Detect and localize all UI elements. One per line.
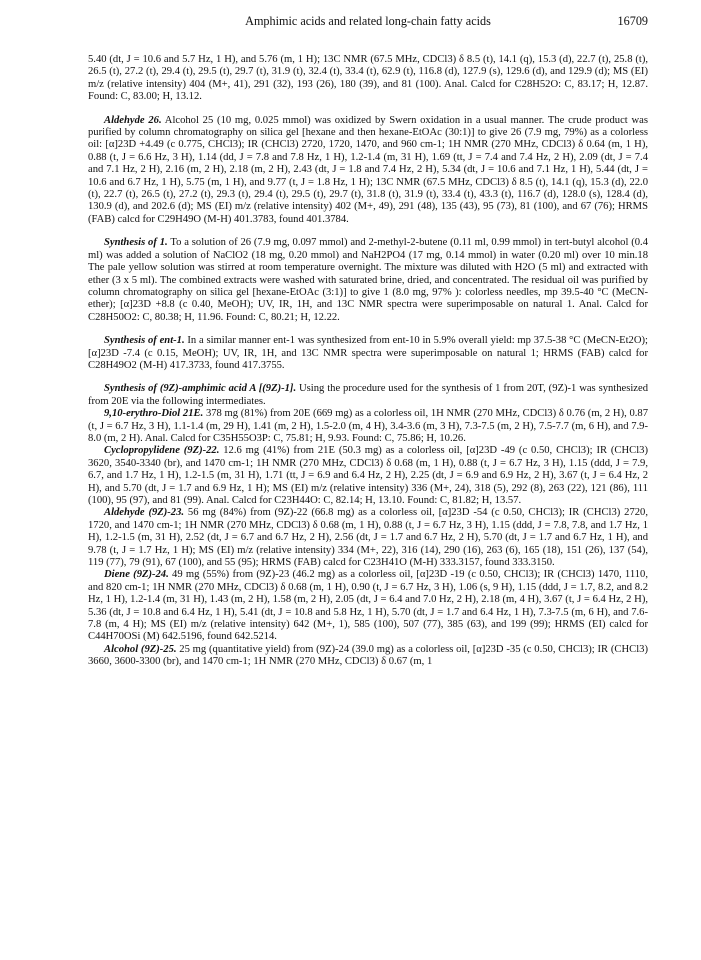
paragraph-heading: Alcohol (9Z)-25. xyxy=(104,643,177,655)
paragraph xyxy=(88,507,648,569)
paragraph xyxy=(88,115,648,227)
paragraph xyxy=(88,335,648,372)
paragraph-heading: Synthesis of (9Z)-amphimic acid A [(9Z)-1]. xyxy=(104,383,297,395)
paragraph-text: 12.6 mg (41%) from 21E (50.3 mg) as a colorless oil, [α]23D -49 (c 0.50, CHCl3); IR (CHCl3) 3620, 3540-3340 (br), and 1470 cm-1; 1H NMR (270 MHz, CDCl3) δ 0.68 (m, 1 H), 0.88 (t, J = 6.7 Hz, 3 H), 1.15 (ddd, J = 7.9, 6.7, and 1.7 Hz, 1 H), 1.2-1.5 (m, 31 H), 1.71 (tt, J = 6.9 and 6.4 Hz, 2 H), 2.25 (dt, J = 6.9 and 6.9 Hz, 2 H), 3.67 (t, J = 6.4 Hz, 2 H), and 5.70 (dt, J = 1.7 and 6.9 Hz, 1 H); MS (EI) m/z (relative intensity) 336 (M+, 24), 318 (5), 292 (8), 263 (22), 121 (86), 111 (100), 95 (97), and 81 (99). Anal. Calcd for C23H44O: C, 82.14; H, 13.10. Found: C, 81.82; H, 13.57. xyxy=(88,445,648,506)
paragraph-text: 49 mg (55%) from (9Z)-23 (46.2 mg) as a colorless oil, [α]23D -19 (c 0.50, CHCl3); IR (CHCl3) 1470, 1110, and 820 cm-1; 1H NMR (270 MHz, CDCl3) δ 0.68 (m, 1 H), 0.90 (t, J = 6.7 Hz, 3 H), 1.06 (s, 9 H), 1.15 (ddd, J = 1.7, 8.2, and 8.2 Hz, 1 H), 1.2-1.4 (m, 31 H), 1.43 (m, 2 H), 1.58 (m, 2 H), 2.05 (dt, J = 6.4 and 7.0 Hz, 2 H), 2.18 (m, 4 H), 3.67 (t, J = 6.4 Hz, 2 H), 5.36 (dt, J = 10.8 and 6.4 Hz, 1 H), 5.41 (dt, J = 10.8 and 5.8 Hz, 1 H), 5.70 (dt, J = 1.7 and 6.4 Hz, 1 H), 7.3-7.5 (m, 6 H), and 7.6-7.8 (m, 4 H); MS (EI) m/z (relative intensity) 642 (M+, 1), 585 (100), 507 (77), 385 (63), and 199 (99); HRMS (EI) calcd for C44H70OSi (M) 642.5196, found 642.5214. xyxy=(88,569,648,643)
paragraph-heading: Aldehyde 26. xyxy=(104,114,162,126)
paragraph xyxy=(88,237,648,324)
paragraph-text: In a similar manner ent-1 was synthesized from ent-10 in 5.9% overall yield: mp 37.5-38 °C (MeCN-Et2O); [α]23D -7.4 (c 0.15, MeOH); UV, IR, 1H, and 13C NMR spectra were superimposable on natural 1; HRMS (FAB) calcd for C28H49O2 (M-H) 417.3733, found 417.3755. xyxy=(88,335,648,371)
paragraph-heading: Synthesis of 1. xyxy=(104,237,168,249)
paragraph-heading: Diene (9Z)-24. xyxy=(104,569,169,581)
paragraph-text: Alcohol 25 (10 mg, 0.025 mmol) was oxidized by Swern oxidation in a usual manner. The crude product was purified by column chromatography on silica gel [hexane and then hexane-EtOAc (30:1)] to give 26 (7.9 mg, 79%) as a colorless oil: [α]23D +4.49 (c 0.775, CHCl3); IR (CHCl3) 2720, 1720, 1470, and 960 cm-1; 1H NMR (270 MHz, CDCl3) δ 0.64 (m, 1 H), 0.88 (t, J = 6.6 Hz, 3 H), 1.14 (dd, J = 7.8 and 7.8 Hz, 1 H), 1.2-1.4 (m, 31 H), 1.69 (tt, J = 7.4 and 7.4 Hz, 2 H), 2.09 (dt, J = 7.4 and 7.1 Hz, 2 H), 2.16 (m, 2 H), 2.18 (m, 2 H), 2.43 (dt, J = 1.8 and 7.4 Hz, 2 H), 5.34 (dt, J = 10.6 and 7.1 Hz, 1 H), 5.44 (dt, J = 10.6 and 6.7 Hz, 1 H), 5.75 (m, 1 H), and 9.77 (t, J = 1.8 Hz, 1 H); 13C NMR (67.5 MHz, CDCl3) δ 8.5 (t), 14.1 (q), 15.3 (d), 22.0 (t), 22.7 (t), 26.5 (t), 27.2 (t), 29.3 (t), 29.4 (t), 29.5 (t), 29.7 (t), 31.8 (t), 31.9 (t), 33.4 (t), 43.3 (t), 116.7 (d), 128.0 (s), 128.4 (d), 130.9 (d), and 202.6 (d); MS (EI) m/z (relative intensity) 402 (M+, 49), 291 (48), 135 (43), 95 (73), 81 (100), and 67 (76); HRMS (FAB) calcd for C29H49O (M-H) 401.3783, found 401.3784. xyxy=(88,114,648,225)
paragraph-heading: Synthesis of ent-1. xyxy=(104,335,185,347)
page-number: 16709 xyxy=(617,14,648,28)
body-text xyxy=(88,54,648,669)
running-header xyxy=(88,14,648,40)
document-page xyxy=(88,0,648,669)
paragraph-heading: Cyclopropylidene (9Z)-22. xyxy=(104,445,220,457)
paragraph-text: 56 mg (84%) from (9Z)-22 (66.8 mg) as a colorless oil, [α]23D -54 (c 0.50, CHCl3); IR (CHCl3) 2720, 1720, and 1470 cm-1; 1H NMR (270 MHz, CDCl3) δ 0.68 (m, 1 H), 0.88 (t, J = 6.7 Hz, 3 H), 1.15 (ddd, J = 7.8, 7.8, and 1.7 Hz, 1 H), 1.2-1.5 (m, 31 H), 2.52 (dt, J = 6.7 and 6.7 Hz, 2 H), 2.56 (dt, J = 1.7 and 6.7 Hz, 2 H), 5.70 (dt, J = 1.7 and 6.7 Hz, 1 H), and 9.78 (t, J = 1.7 Hz, 1 H); MS (EI) m/z (relative intensity) 334 (M+, 22), 316 (14), 290 (16), 263 (6), 165 (18), 151 (26), 137 (54), 119 (77), 79 (91), 67 (100), and 55 (95); HRMS (FAB) calcd for C23H41O (M-H) 333.3157, found 333.3150. xyxy=(88,507,649,569)
paragraph xyxy=(88,54,648,104)
paragraph xyxy=(88,644,648,669)
paragraph-text: 5.40 (dt, J = 10.6 and 5.7 Hz, 1 H), and 5.76 (m, 1 H); 13C NMR (67.5 MHz, CDCl3) δ 8.5 (t), 14.1 (q), 15.3 (d), 22.7 (t), 25.8 (t), 26.5 (t), 27.2 (t), 29.4 (t), 29.5 (t), 29.7 (t), 31.9 (t), 32.4 (t), 33.4 (t), 62.9 (t), 116.8 (d), 127.9 (s), 129.6 (d), and 129.9 (d); MS (EI) m/z (relative intensity) 404 (M+, 41), 291 (32), 193 (26), 180 (39), and 81 (100). Anal. Calcd for C28H52O: C, 83.17; H, 12.87. Found: C, 83.00; H, 13.12. xyxy=(88,54,648,103)
paragraph xyxy=(88,445,648,507)
running-title: Amphimic acids and related long-chain fatty acids xyxy=(245,14,491,28)
paragraph-text: 378 mg (81%) from 20E (669 mg) as a colorless oil, 1H NMR (270 MHz, CDCl3) δ 0.76 (m, 2 H), 0.87 (t, J = 6.7 Hz, 3 H), 1.1-1.4 (m, 29 H), 1.41 (m, 2 H), 1.5-2.0 (m, 4 H), 3.4-3.6 (m, 3 H), 7.3-7.5 (m, 2 H), 7.5-7.7 (m, 6 H), and 7.9-8.0 (m, 2 H). Anal. Calcd for C35H55O3P: C, 75.81; H, 9.93. Found: C, 75.86; H, 10.26. xyxy=(88,408,648,444)
paragraph xyxy=(88,408,648,445)
paragraph xyxy=(88,569,648,643)
paragraph-text: Using the procedure used for the synthesis of 1 from 20T, (9Z)-1 was synthesized from 20E via the following intermediates. xyxy=(88,383,649,407)
paragraph-heading: Aldehyde (9Z)-23. xyxy=(104,507,185,519)
paragraph-text: To a solution of 26 (7.9 mg, 0.097 mmol) and 2-methyl-2-butene (0.11 ml, 0.99 mmol) in tert-butyl alcohol (0.4 ml) was added a solution of NaClO2 (18 mg, 0.20 mmol) and NaH2PO4 (17 mg, 0.14 mmol) in water (0.20 ml) over 10 min.18 The pale yellow solution was stirred at room temperature overnight. The mixture was diluted with H2O (5 ml) and extracted with ether (3 x 5 ml). The combined extracts were washed with saturated brine, dried, and concentrated. The residual oil was purified by column chromatography on silica gel [hexane-EtOAc (3:1)] to give 1 (8.0 mg, 97% ): colorless needles, mp 39.5-40 °C (MeCN-ether); [α]23D +8.8 (c 0.40, MeOH); UV, IR, 1H, and 13C NMR spectra were superimposable on natural 1. Anal. Calcd for C28H50O2: C, 80.38; H, 11.96. Found: C, 80.21; H, 12.22. xyxy=(88,237,649,323)
paragraph xyxy=(88,383,648,408)
paragraph-text: 25 mg (quantitative yield) from (9Z)-24 (39.0 mg) as a colorless oil, [α]23D -35 (c 0.50, CHCl3); IR (CHCl3) 3660, 3600-3300 (br), and 1470 cm-1; 1H NMR (270 MHz, CDCl3) δ 0.67 (m, 1 xyxy=(88,643,648,668)
paragraph-heading: 9,10-erythro-Diol 21E. xyxy=(104,408,204,420)
